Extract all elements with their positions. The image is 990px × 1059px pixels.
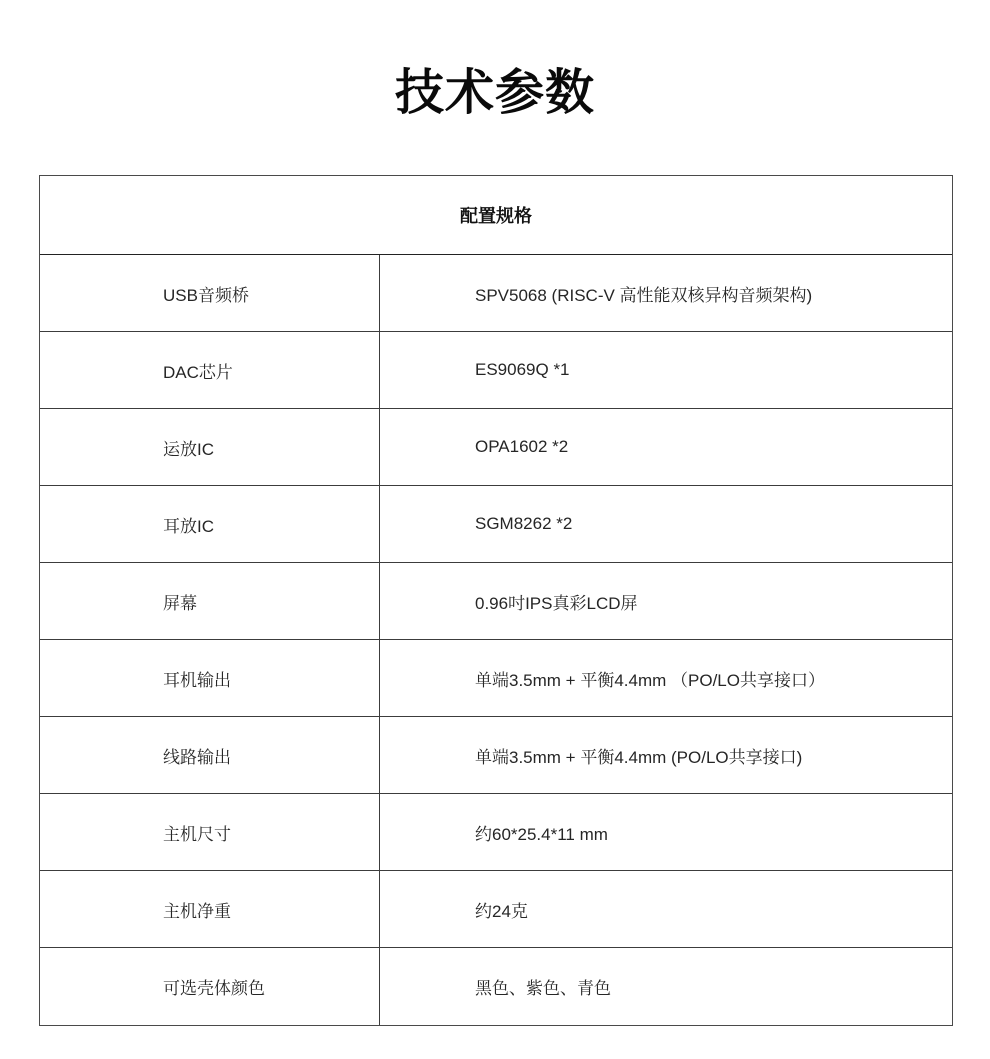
spec-table xyxy=(39,175,953,1026)
row-value-opamp-ic: OPA1602 *2 xyxy=(475,437,569,456)
row-value-device-dimensions: 约60*25.4*11 mm xyxy=(475,824,608,844)
table-row xyxy=(40,794,952,871)
row-label-line-output: 线路输出 xyxy=(40,717,380,793)
table-row xyxy=(40,563,952,640)
table-header-row xyxy=(40,176,952,255)
table-row xyxy=(40,486,952,563)
row-value-line-output: 单端3.5mm + 平衡4.4mm (PO/LO共享接口) xyxy=(475,747,803,767)
row-value-headphone-output: 单端3.5mm + 平衡4.4mm （PO/LO共享接口） xyxy=(475,670,825,690)
row-label-dac-chip: DAC芯片 xyxy=(40,332,380,408)
row-value-shell-colors: 黑色、紫色、青色 xyxy=(475,979,611,998)
page-title: 技术参数 xyxy=(394,66,595,120)
row-value-screen: 0.96吋IPS真彩LCD屏 xyxy=(475,593,638,613)
row-value-dac-chip: ES9069Q *1 xyxy=(475,360,570,379)
table-row xyxy=(40,332,952,409)
row-label-opamp-ic: 运放IC xyxy=(40,409,380,485)
table-header-label: 配置规格 xyxy=(460,206,532,226)
table-row xyxy=(40,409,952,486)
row-label-usb-audio-bridge: USB音频桥 xyxy=(40,255,380,331)
row-label-headphone-output: 耳机输出 xyxy=(40,640,380,716)
row-label-headphone-amp-ic: 耳放IC xyxy=(40,486,380,562)
row-label-device-weight: 主机净重 xyxy=(40,871,380,947)
table-row xyxy=(40,255,952,332)
row-label-screen: 屏幕 xyxy=(40,563,380,639)
row-value-device-weight: 约24克 xyxy=(475,901,528,921)
table-row xyxy=(40,717,952,794)
table-row xyxy=(40,948,952,1025)
table-row xyxy=(40,640,952,717)
row-value-headphone-amp-ic: SGM8262 *2 xyxy=(475,514,573,533)
row-label-device-dimensions: 主机尺寸 xyxy=(40,794,380,870)
row-label-shell-colors: 可选壳体颜色 xyxy=(40,948,380,1025)
row-value-usb-audio-bridge: SPV5068 (RISC-V 高性能双核异构音频架构) xyxy=(475,285,813,305)
table-row xyxy=(40,871,952,948)
